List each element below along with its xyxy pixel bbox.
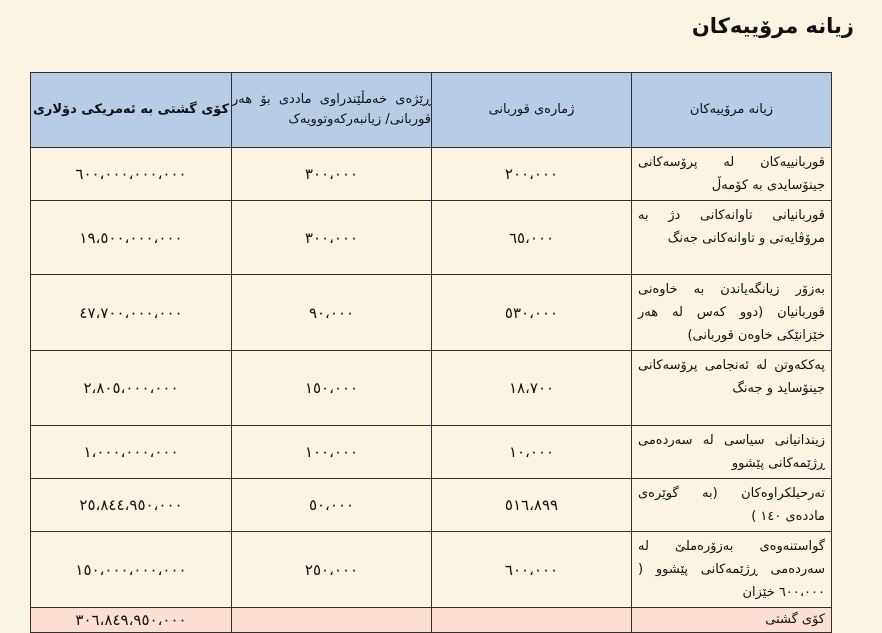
total-estimate-empty bbox=[232, 608, 432, 633]
row-total: ١٩،٥٠٠،٠٠٠،٠٠٠ bbox=[31, 201, 232, 275]
row-count: ٢٠٠،٠٠٠ bbox=[432, 148, 632, 201]
row-estimate: ٥٠،٠٠٠ bbox=[232, 479, 432, 532]
row-total: ١،٠٠٠،٠٠٠،٠٠٠ bbox=[31, 426, 232, 479]
header-type: زیانە مرۆییەکان bbox=[632, 73, 832, 148]
table-row bbox=[31, 479, 832, 532]
row-count: ٥١٦،٨٩٩ bbox=[432, 479, 632, 532]
table-row bbox=[31, 426, 832, 479]
row-description: قوربانییەکان لە پرۆسەکانی جینۆسایدی بە کۆمەڵ bbox=[632, 148, 832, 201]
table-header-row bbox=[31, 73, 832, 148]
row-total: ٦٠٠،٠٠٠،٠٠٠،٠٠٠ bbox=[31, 148, 232, 201]
header-count: ژمارەی قوربانی bbox=[432, 73, 632, 148]
row-estimate: ٩٠،٠٠٠ bbox=[232, 275, 432, 351]
table-row bbox=[31, 201, 832, 275]
table-row bbox=[31, 148, 832, 201]
row-count: ١٠،٠٠٠ bbox=[432, 426, 632, 479]
table-row bbox=[31, 275, 832, 351]
header-total: کۆی گشتی بە ئەمریکی دۆلاری bbox=[31, 73, 232, 148]
row-estimate: ١٠٠،٠٠٠ bbox=[232, 426, 432, 479]
row-total: ٢٥،٨٤٤،٩٥٠،٠٠٠ bbox=[31, 479, 232, 532]
row-estimate: ٣٠٠،٠٠٠ bbox=[232, 148, 432, 201]
row-count: ٦٠٠،٠٠٠ bbox=[432, 532, 632, 608]
row-estimate: ٢٥٠،٠٠٠ bbox=[232, 532, 432, 608]
row-description: پەککەوتن لە ئەنجامی پرۆسەکانی جینۆساید و جەنگ bbox=[632, 351, 832, 426]
row-total: ١٥٠،٠٠٠،٠٠٠،٠٠٠ bbox=[31, 532, 232, 608]
row-count: ٥٣٠،٠٠٠ bbox=[432, 275, 632, 351]
row-estimate: ١٥٠،٠٠٠ bbox=[232, 351, 432, 426]
page-title: زیانە مرۆییەکان bbox=[691, 14, 854, 38]
row-description: بەزۆر زیانگەیاندن بە خاوەنی قوربانیان (دوو کەس لە هەر خێزانێکی خاوەن قوربانی) bbox=[632, 275, 832, 351]
total-row bbox=[31, 608, 832, 633]
row-description: زیندانیانی سیاسی لە سەردەمی ڕژێمەکانی پێشوو bbox=[632, 426, 832, 479]
table-row bbox=[31, 532, 832, 608]
grand-total: ٣٠٦،٨٤٩،٩٥٠،٠٠٠ bbox=[31, 608, 232, 633]
losses-table bbox=[30, 72, 832, 633]
total-label: کۆی گشتی bbox=[632, 608, 832, 633]
total-count-empty bbox=[432, 608, 632, 633]
row-description: قوربانیانی تاوانەکانی دژ بە مرۆڤایەتی و تاوانەکانی جەنگ bbox=[632, 201, 832, 275]
table-row bbox=[31, 351, 832, 426]
row-description: تەرحیلکراوەکان (بە گوێرەی ماددەی ١٤٠ ) bbox=[632, 479, 832, 532]
row-estimate: ٣٠٠،٠٠٠ bbox=[232, 201, 432, 275]
row-description: گواستنەوەی بەزۆرەملێ لە سەردەمی ڕژێمەکانی پێشوو ( ٦٠٠،٠٠٠ خێزان bbox=[632, 532, 832, 608]
row-total: ٤٧،٧٠٠،٠٠٠،٠٠٠ bbox=[31, 275, 232, 351]
header-estimate: ڕێژەی خەمڵێندراوی ماددی بۆ هەر قوربانی/ زیانبەرکەوتوویەک bbox=[232, 73, 432, 148]
row-count: ١٨،٧٠٠ bbox=[432, 351, 632, 426]
row-count: ٦٥،٠٠٠ bbox=[432, 201, 632, 275]
row-total: ٢،٨٠٥،٠٠٠،٠٠٠ bbox=[31, 351, 232, 426]
